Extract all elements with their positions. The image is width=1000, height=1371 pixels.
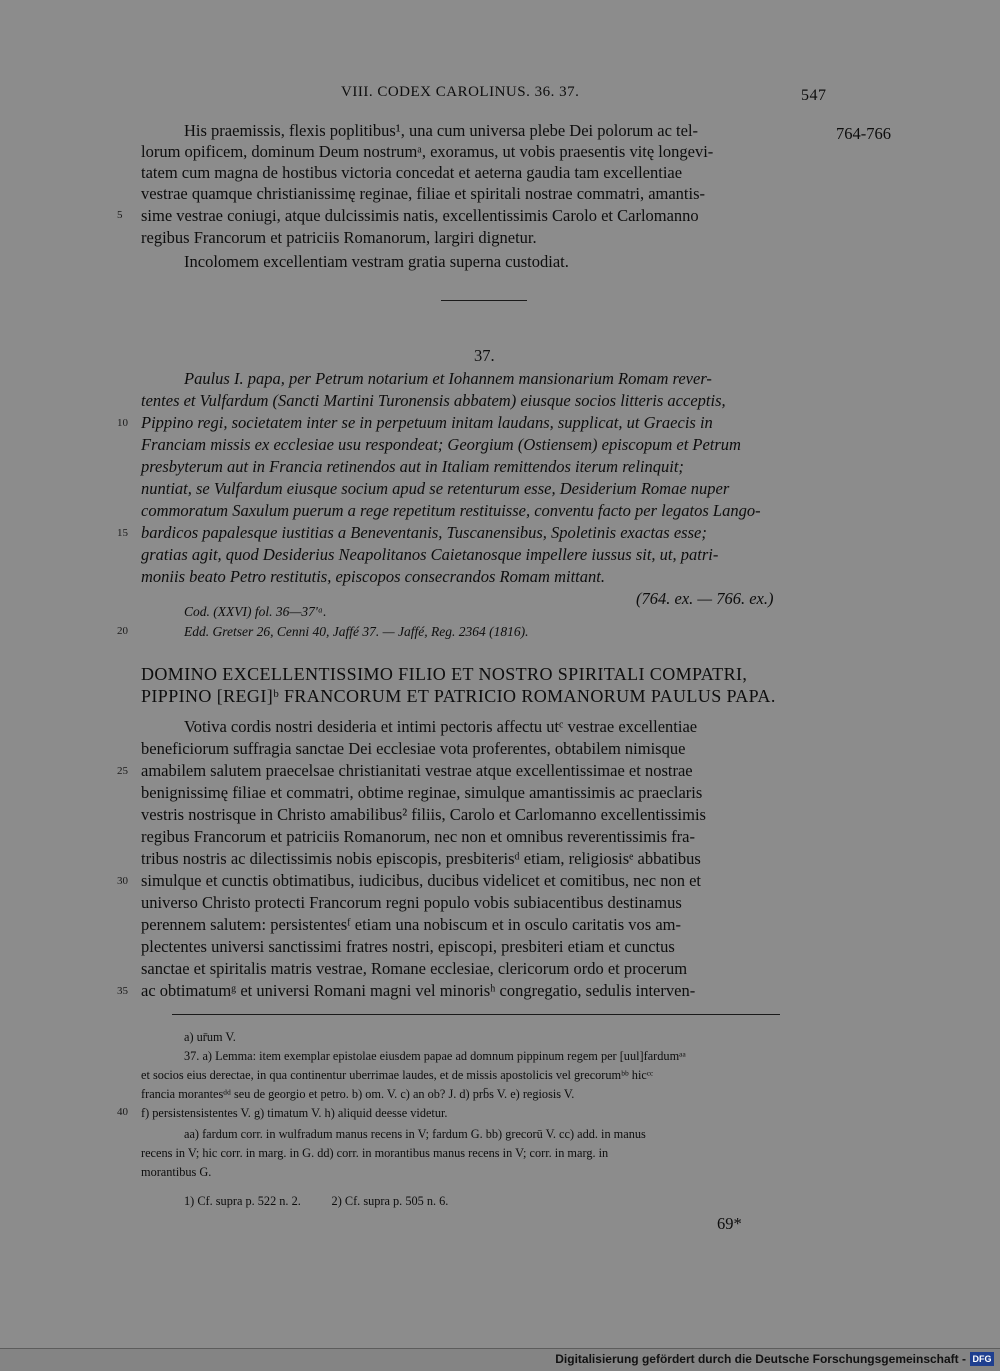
signature-mark: 69*: [717, 1214, 742, 1233]
summary-line: tentes et Vulfardum (Sancti Martini Turonensis abbatem) eiusque socios litteris acceptis,: [141, 391, 726, 410]
body-line: sanctae et spiritalis matris vestrae, Romane ecclesiae, clericorum ordo et procerum: [141, 959, 688, 978]
line-number: 20: [117, 625, 128, 637]
apparatus-line: 37. a) Lemma: item exemplar epistolae eiusdem papae ad domnum pippinum regem per [uul]fardumᵃᵃ: [184, 1049, 686, 1063]
apparatus-line: a) ur̄um V.: [184, 1030, 236, 1044]
letter-number: 37.: [474, 346, 495, 365]
body-line: perennem salutem: persistentesᶠ etiam una nobiscum et in osculo caritatis vos am-: [141, 915, 682, 934]
footer-credit: Digitalisierung gefördert durch die Deutsche Forschungsgemeinschaft -: [555, 1352, 966, 1366]
body-line: benignissimę filiae et commatri, obtime reginae, simulque amantissimis ac praeclaris: [141, 783, 703, 802]
codex-reference: Cod. (XXVI) fol. 36—37'ᵃ.: [184, 604, 327, 619]
body-line: ac obtimatumᵍ et universi Romani magni vel minorisʰ congregatio, sedulis interven-: [141, 981, 696, 1000]
section-separator: [441, 300, 527, 301]
text-line: His praemissis, flexis poplitibus¹, una cum universa plebe Dei polorum ac tel-: [184, 121, 699, 140]
summary-line: bardicos papalesque iustitias a Beneventanis, Tuscanensibus, Spoletinis exactas esse;: [141, 523, 707, 542]
apparatus-line: f) persistensistentes V. g) timatum V. h) aliquid deesse videtur.: [141, 1106, 448, 1120]
address-line: DOMINO EXCELLENTISSIMO FILIO ET NOSTRO SPIRITALI COMPATRI,: [141, 664, 748, 684]
body-line: Votiva cordis nostri desideria et intimi pectoris affectu utᶜ vestrae excellentiae: [184, 717, 698, 736]
page-number: 547: [801, 87, 827, 104]
apparatus-line: aa) fardum corr. in wulfradum manus recens in V; fardum G. bb) grecorū V. cc) add. in manus: [184, 1127, 646, 1141]
footer-bar: [0, 1348, 1000, 1371]
footnotes: 1) Cf. supra p. 522 n. 2. 2) Cf. supra p. 505 n. 6.: [184, 1194, 449, 1208]
date-margin: 764-766: [836, 124, 891, 143]
line-number: 30: [117, 875, 128, 887]
running-title: VIII. CODEX CAROLINUS. 36. 37.: [341, 84, 580, 100]
line-number: 10: [117, 417, 128, 429]
dfg-logo-icon: DFG: [970, 1352, 994, 1366]
summary-line: presbyterum aut in Francia retinendos aut in Italiam remittendos iterum relinquit;: [141, 457, 684, 476]
line-number: 15: [117, 527, 128, 539]
line-number: 25: [117, 765, 128, 777]
body-line: simulque et cunctis obtimatibus, iudicibus, ducibus videlicet et comitibus, nec non et: [141, 871, 701, 890]
body-line: vestris nostrisque in Christo amabilibus² filiis, Carolo et Carlomanno excellentissimis: [141, 805, 706, 824]
body-line: beneficiorum suffragia sanctae Dei ecclesiae vota proferentes, obtabilem nimisque: [141, 739, 686, 758]
text-line: sime vestrae coniugi, atque dulcissimis natis, excellentissimis Carolo et Carlomanno: [141, 206, 699, 225]
line-number: 35: [117, 985, 128, 997]
text-line: vestrae quamque christianissimę reginae, filiae et spiritali nostrae commatri, amantis-: [141, 184, 706, 203]
body-line: universo Christo protecti Francorum regni populo vobis subiacentibus destinamus: [141, 893, 682, 912]
line-number: 40: [117, 1106, 128, 1118]
body-line: tribus nostris ac dilectissimis nobis episcopis, presbiterisᵈ etiam, religiosisᵉ abbatibus: [141, 849, 701, 868]
letter-date: (764. ex. — 766. ex.): [636, 589, 774, 608]
summary-line: Franciam missis ex ecclesiae usu respondeat; Georgium (Ostiensem) episcopum et Petrum: [141, 435, 741, 454]
summary-line: nuntiat, se Vulfardum eiusque socium apud se retenturum esse, Desiderium Romae nuper: [141, 479, 730, 498]
apparatus-line: francia morantesᵈᵈ seu de georgio et petro. b) om. V. c) an ob? J. d) prb̄s V. e) regiosis V.: [141, 1087, 575, 1101]
text-line: regibus Francorum et patriciis Romanorum, largiri dignetur.: [141, 228, 537, 247]
text-line: lorum opificem, dominum Deum nostrumᵃ, exoramus, ut vobis praesentis vitę longevi-: [141, 142, 714, 161]
summary-line: Paulus I. papa, per Petrum notarium et Iohannem mansionarium Romam rever-: [184, 369, 712, 388]
address-line: PIPPINO [REGI]ᵇ FRANCORUM ET PATRICIO ROMANORUM PAULUS PAPA.: [141, 686, 776, 706]
text-line: Incolomem excellentiam vestram gratia superna custodiat.: [184, 252, 569, 271]
apparatus-line: et socios eius derectae, in qua continentur uberrimae laudes, et de missis apostolicis vel grecorumᵇᵇ hicᶜᶜ: [141, 1068, 654, 1082]
body-line: amabilem salutem praecelsae christianitati vestrae atque excellentissimae et nostrae: [141, 761, 693, 780]
body-line: plectentes universi sanctissimi fratres nostri, episcopi, presbiteri etiam et cunctus: [141, 937, 675, 956]
apparatus-line: morantibus G.: [141, 1165, 212, 1179]
summary-line: Pippino regi, societatem inter se in perpetuum initam laudans, supplicat, ut Graecis in: [141, 413, 713, 432]
summary-line: commoratum Saxulum puerum a rege repetitum restituisse, conventu facto per legatos Lango-: [141, 501, 761, 520]
apparatus-line: recens in V; hic corr. in marg. in G. dd) corr. in morantibus manus recens in V; corr. in marg. in: [141, 1146, 609, 1160]
editions-reference: Edd. Gretser 26, Cenni 40, Jaffé 37. — Jaffé, Reg. 2364 (1816).: [184, 624, 529, 639]
apparatus-rule: [172, 1014, 780, 1015]
text-line: tatem cum magna de hostibus victoria concedat et aeterna gaudia tam excellentiae: [141, 163, 683, 182]
summary-line: moniis beato Petro restitutis, episcopos consecrandos Romam mittant.: [141, 567, 605, 586]
summary-line: gratias agit, quod Desiderius Neapolitanos Caietanosque impellere iussus sit, ut, patri-: [141, 545, 719, 564]
line-number: 5: [117, 209, 123, 221]
body-line: regibus Francorum et patriciis Romanorum, nec non et omnibus reverentissimis fra-: [141, 827, 695, 846]
